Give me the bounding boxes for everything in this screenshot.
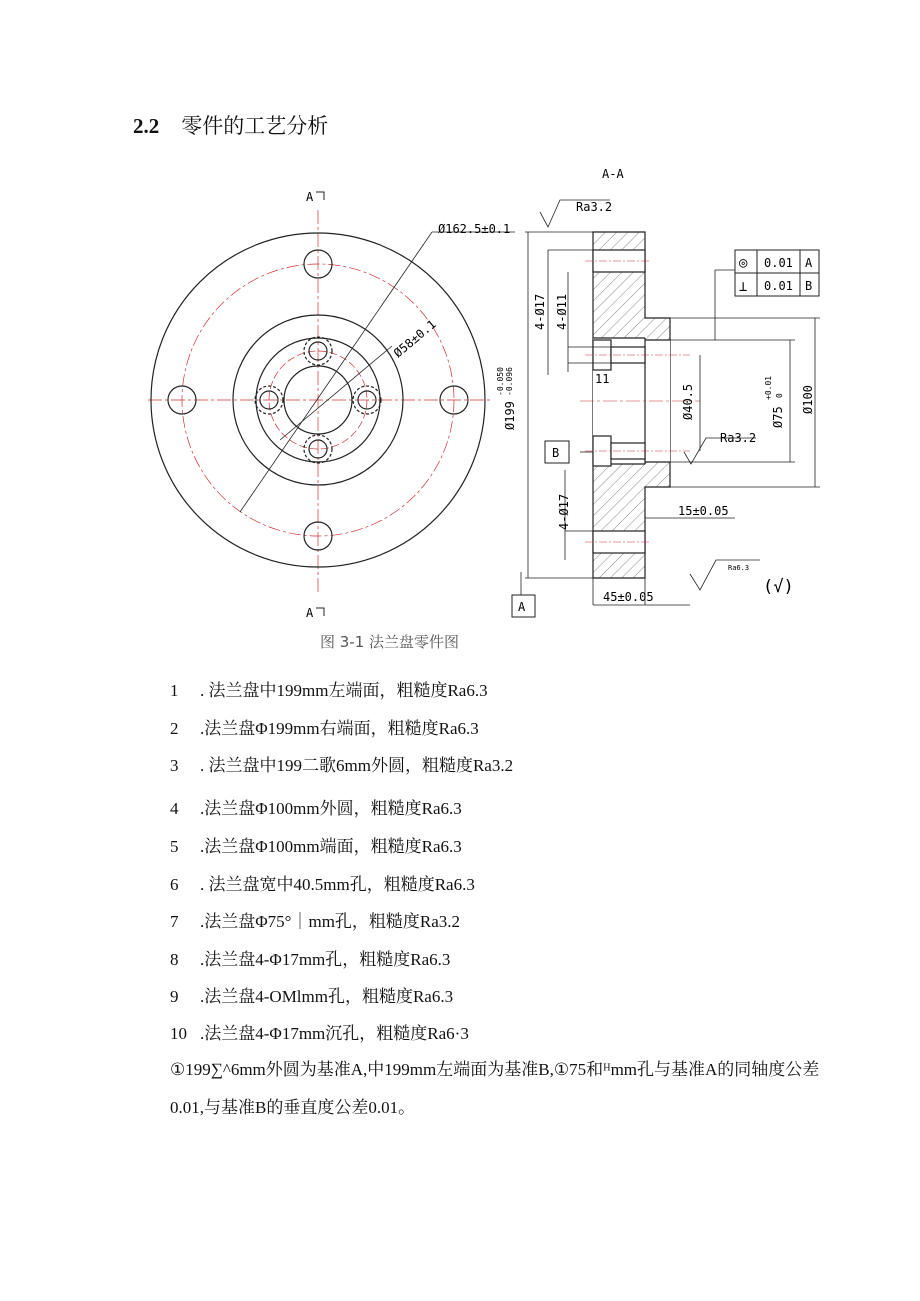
list-item: 3 . 法兰盘中199二歌6mm外圆，粗糙度Ra3.2 — [170, 756, 514, 775]
list-item: 10 .法兰盘4-Φ17mm沉孔，粗糙度Ra6·3 — [170, 1024, 469, 1043]
list-item: 2 .法兰盘Φ199mm右端面，粗糙度Ra6.3 — [170, 719, 479, 738]
dim-45: 45±0.05 — [603, 590, 654, 604]
section-heading — [133, 110, 328, 140]
tol-perp-value: 0.01 — [764, 279, 793, 293]
figure-caption: 图 3-1 法兰盘零件图 — [320, 633, 460, 651]
tol-coaxial-datum: A — [805, 256, 813, 270]
dim-405: Ø40.5 — [681, 383, 695, 420]
datum-a: A — [518, 600, 526, 614]
list-item: 6 . 法兰盘宽中40.5mm孔，粗糙度Ra6.3 — [170, 875, 475, 894]
tol-perp-datum: B — [805, 279, 813, 293]
list-item: 9 .法兰盘4-OMlmm孔，粗糙度Ra6.3 — [170, 987, 454, 1006]
rough-top: Ra3.2 — [576, 200, 613, 214]
dim-75-tol-low: 0 — [775, 393, 784, 398]
dim-bolt-circle: Ø162.5±0.1 — [438, 222, 511, 236]
dim-75: Ø75 — [771, 406, 785, 428]
tol-coaxial-value: 0.01 — [764, 256, 793, 270]
section-title: 零件的工艺分析 — [181, 114, 329, 138]
flange-drawing — [140, 155, 830, 630]
dim-11: 11 — [595, 372, 610, 386]
datum-b: B — [552, 446, 560, 460]
section-number: 2.2 — [133, 114, 160, 138]
dim-100: Ø100 — [801, 385, 815, 414]
list-item: 1 . 法兰盘中199mm左端面，粗糙度Ra6.3 — [170, 681, 488, 700]
dim-15: 15±0.05 — [678, 504, 729, 518]
datum-paragraph: ①199∑^6mm外圆为基准A,中199mm左端面为基准B,①75和ᴴmm孔与基准A的同轴度公差0.01,与基准B的垂直度公差0.01。 — [170, 1060, 820, 1117]
dim-outer: Ø199 — [503, 401, 517, 430]
dim-outer-tol-upper: -0.050 — [496, 367, 505, 396]
list-item: 8 .法兰盘4-Φ17mm孔，粗糙度Ra6.3 — [170, 950, 451, 969]
section-label: A-A — [602, 167, 624, 181]
dim-4-011: 4-Ø11 — [555, 293, 569, 330]
dim-75-tol: +0.01 — [764, 375, 773, 400]
dim-4-017-top: 4-Ø17 — [533, 293, 547, 330]
tol-perp-symbol: ⊥ — [739, 279, 748, 295]
cut-marker-bottom: A — [306, 606, 314, 620]
rough-mid: Ra3.2 — [720, 431, 757, 445]
list-item: 5 .法兰盘Φ100mm端面，粗糙度Ra6.3 — [170, 837, 462, 856]
cut-marker-top: A — [306, 190, 314, 204]
rough-general: Ra6.3 — [728, 564, 750, 572]
dim-inner-circle: Ø58±0.1 — [390, 317, 439, 361]
list-item: 4 .法兰盘Φ100mm外圆，粗糙度Ra6.3 — [170, 799, 462, 818]
tol-coaxial-symbol: ◎ — [739, 255, 748, 271]
front-view — [148, 192, 515, 616]
list-item: 7 .法兰盘Φ75°｜mm孔，粗糙度Ra3.2 — [170, 912, 461, 931]
rough-general-paren: (√) — [763, 577, 794, 597]
dim-4-017-bottom: 4-Ø17 — [557, 493, 571, 530]
dim-outer-tol-lower: -0.096 — [505, 367, 514, 396]
